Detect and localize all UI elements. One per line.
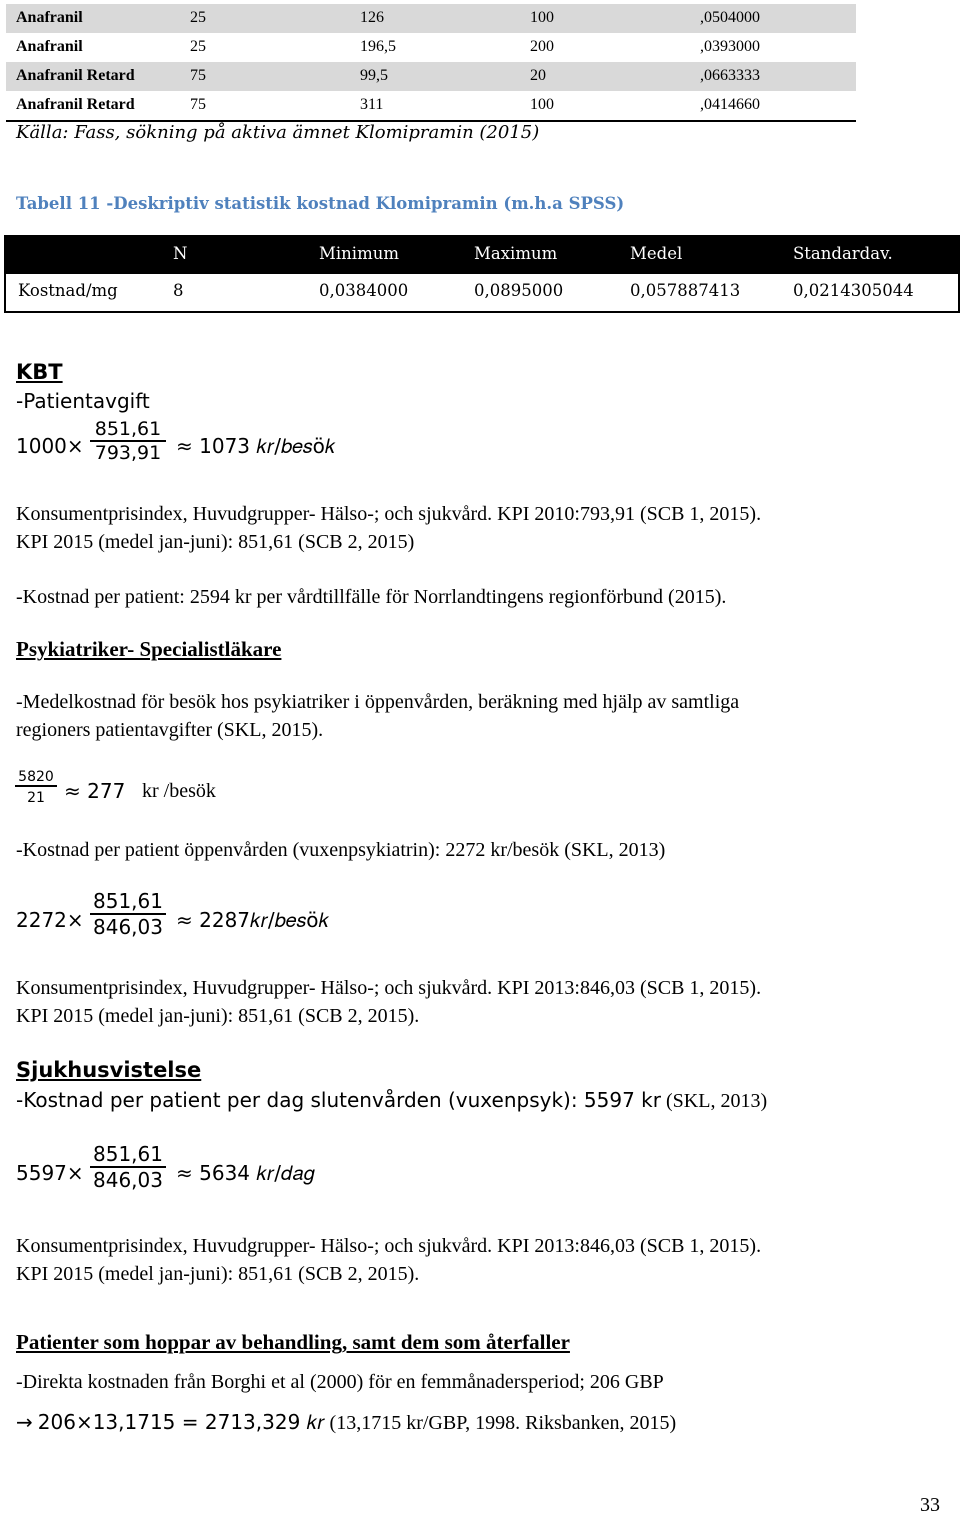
kbt-subheading: -Patientavgift bbox=[16, 389, 150, 413]
fraction bbox=[90, 418, 166, 464]
table-caption: Tabell 11 -Deskriptiv statistik kostnad Klomipramin (m.h.a SPSS) bbox=[16, 194, 625, 213]
kpi-line: Konsumentprisindex, Huvudgrupper- Hälso-; och sjukvård. KPI 2013:846,03 (SCB 1, 2015). bbox=[16, 977, 762, 999]
table-cell: 75 bbox=[190, 96, 206, 113]
fraction-numerator: 5820 bbox=[18, 769, 54, 785]
body-line: regioners patientavgifter (SKL, 2015). bbox=[16, 719, 324, 741]
table-cell: 25 bbox=[190, 38, 206, 55]
kpi-line: KPI 2015 (medel jan-juni): 851,61 (SCB 2, 2015). bbox=[16, 1005, 420, 1027]
header-cell: Maximum bbox=[474, 244, 558, 263]
formula-result: ≈ 5634 𝑘𝑟/𝑑𝑎𝑔 bbox=[176, 1161, 315, 1185]
table-cell: Anafranil Retard bbox=[16, 67, 135, 84]
kpi-line: Konsumentprisindex, Huvudgrupper- Hälso-; och sjukvård. KPI 2013:846,03 (SCB 1, 2015). bbox=[16, 1235, 762, 1257]
kbt-heading: KBT bbox=[16, 360, 63, 384]
table-cell: 25 bbox=[190, 9, 206, 26]
cost-source: (SKL, 2013) bbox=[661, 1090, 768, 1112]
table-cell: 0,057887413 bbox=[630, 281, 741, 300]
fraction-numerator: 851,61 bbox=[93, 889, 163, 913]
table-cell: ,0393000 bbox=[700, 38, 760, 55]
table-cell: Anafranil bbox=[16, 9, 83, 26]
body-line: -Medelkostnad för besök hos psykiatriker i öppenvården, beräkning med hjälp av samtliga bbox=[16, 691, 740, 713]
table-cell: ,0504000 bbox=[700, 9, 760, 26]
header-cell: Minimum bbox=[319, 244, 399, 263]
fraction-numerator: 851,61 bbox=[93, 1142, 163, 1166]
sjukhus-heading: Sjukhusvistelse bbox=[16, 1058, 202, 1082]
cost-table bbox=[6, 4, 856, 122]
cost-line bbox=[16, 1088, 767, 1113]
formula-lead: 1000× bbox=[16, 434, 84, 458]
fraction-denominator: 846,03 bbox=[93, 1167, 163, 1192]
table-cell: 100 bbox=[530, 96, 554, 113]
table-cell: 75 bbox=[190, 67, 206, 84]
table-cell: 196,5 bbox=[360, 38, 396, 55]
table-cell: ,0663333 bbox=[700, 67, 760, 84]
conversion-line bbox=[16, 1410, 676, 1435]
body-line: -Direkta kostnaden från Borghi et al (2000) för en femmånadersperiod; 206 GBP bbox=[16, 1371, 664, 1393]
formula-unit: kr /besök bbox=[142, 780, 216, 802]
table-cell: 126 bbox=[360, 9, 384, 26]
table-row bbox=[6, 4, 856, 33]
fraction bbox=[90, 1142, 166, 1192]
table-cell: 8 bbox=[173, 281, 184, 300]
table-cell: Anafranil bbox=[16, 38, 83, 55]
header-cell: N bbox=[173, 244, 188, 263]
fraction bbox=[90, 889, 166, 939]
stats-table-header bbox=[6, 237, 958, 274]
patienter-heading: Patienter som hoppar av behandling, samt dem som återfaller bbox=[16, 1330, 570, 1354]
stats-table-row bbox=[6, 274, 958, 311]
kpi-line: Konsumentprisindex, Huvudgrupper- Hälso-; och sjukvård. KPI 2010:793,91 (SCB 1, 2015). bbox=[16, 503, 762, 525]
table-cell: 99,5 bbox=[360, 67, 388, 84]
fraction-denominator: 21 bbox=[27, 789, 45, 806]
fraction-denominator: 793,91 bbox=[94, 441, 162, 464]
table-cell: Kostnad/mg bbox=[18, 281, 118, 300]
table-cell: 0,0895000 bbox=[474, 281, 564, 300]
formula-lead: 2272× bbox=[16, 908, 84, 932]
fraction-numerator: 851,61 bbox=[94, 418, 162, 440]
arrow-right-icon: → bbox=[16, 1410, 33, 1434]
formula-result: ≈ 277 bbox=[64, 779, 126, 803]
stats-table bbox=[4, 235, 960, 313]
psyk-heading: Psykiatriker- Specialistläkare bbox=[16, 637, 282, 661]
page-number: 33 bbox=[920, 1494, 940, 1516]
cost-line: -Kostnad per patient öppenvården (vuxenpsykiatrin): 2272 kr/besök (SKL, 2013) bbox=[16, 839, 666, 861]
header-cell: Medel bbox=[630, 244, 683, 263]
table-cell: 200 bbox=[530, 38, 554, 55]
fraction-bar bbox=[15, 785, 57, 787]
table-cell: Anafranil Retard bbox=[16, 96, 135, 113]
kpi-line: KPI 2015 (medel jan-juni): 851,61 (SCB 2, 2015). bbox=[16, 1263, 420, 1285]
header-cell: Standardav. bbox=[793, 244, 893, 263]
conversion-formula: 206×13,1715 = 2713,329 𝑘𝑟 bbox=[37, 1410, 325, 1434]
formula-result: ≈ 2287𝑘𝑟/𝑏𝑒𝑠ö𝑘 bbox=[176, 908, 330, 932]
table-cell: 20 bbox=[530, 67, 546, 84]
table-row bbox=[6, 62, 856, 91]
cost-line: -Kostnad per patient: 2594 kr per vårdtillfälle för Norrlandtingens regionförbund (2015). bbox=[16, 586, 727, 608]
table-cell: ,0414660 bbox=[700, 96, 760, 113]
table-row bbox=[6, 91, 856, 120]
formula-lead: 5597× bbox=[16, 1161, 84, 1185]
cost-text: -Kostnad per patient per dag slutenvården (vuxenpsyk): 5597 kr bbox=[16, 1088, 661, 1112]
table-cell: 311 bbox=[360, 96, 384, 113]
table-cell: 0,0384000 bbox=[319, 281, 409, 300]
fraction-denominator: 846,03 bbox=[93, 914, 163, 939]
table-row bbox=[6, 33, 856, 62]
table-cell: 100 bbox=[530, 9, 554, 26]
formula-result: ≈ 1073 𝑘𝑟/𝑏𝑒𝑠ö𝑘 bbox=[176, 434, 336, 458]
table-cell: 0,0214305044 bbox=[793, 281, 914, 300]
fraction bbox=[15, 769, 57, 806]
source-note: Källa: Fass, sökning på aktiva ämnet Klomipramin (2015) bbox=[16, 122, 540, 143]
kpi-line: KPI 2015 (medel jan-juni): 851,61 (SCB 2, 2015) bbox=[16, 531, 415, 553]
conversion-note: (13,1715 kr/GBP, 1998. Riksbanken, 2015) bbox=[324, 1412, 677, 1434]
